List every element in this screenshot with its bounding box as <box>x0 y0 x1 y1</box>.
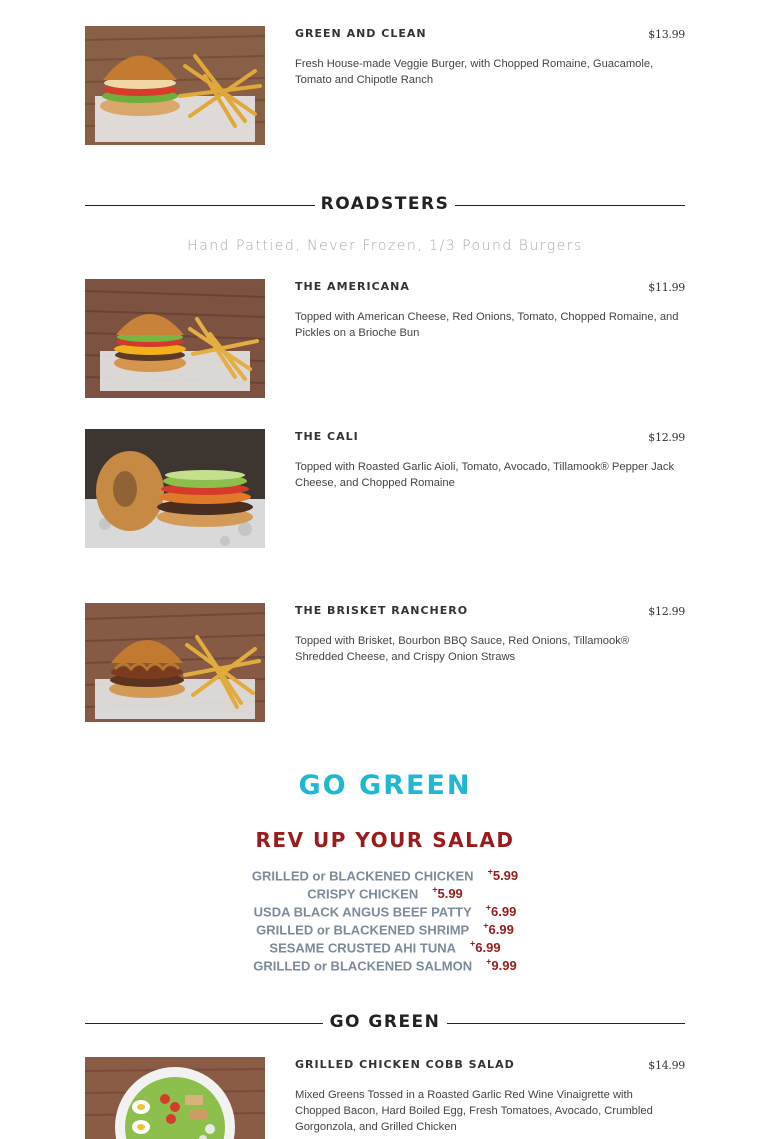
salad-addon <box>0 881 770 902</box>
menu-item-image[interactable] <box>85 1057 265 1139</box>
section-subtitle: Hand Pattied, Never Frozen, 1/3 Pound Burgers <box>187 238 583 254</box>
menu-item-name: GRILLED CHICKEN COBB SALAD <box>295 1058 515 1071</box>
rev-up-title: REV UP YOUR SALAD <box>255 828 515 852</box>
avocado-burger-photo <box>85 429 265 548</box>
brisket-burger-fries-photo <box>85 603 265 722</box>
section-title: GO GREEN <box>329 1012 441 1032</box>
addon-label: GRILLED or BLACKENED CHICKEN <box>251 868 474 884</box>
addon-label: USDA BLACK ANGUS BEEF PATTY <box>253 904 472 920</box>
addon-price: +9.99 <box>486 957 517 974</box>
menu-item-image[interactable] <box>85 603 265 722</box>
menu-item-description: Topped with Roasted Garlic Aioli, Tomato, Avocado, Tillamook® Pepper Jack Cheese, and Chopped Romaine <box>295 461 675 489</box>
cropped-previous-content <box>85 0 265 2</box>
menu-item-image[interactable] <box>85 26 265 145</box>
cheeseburger-fries-photo <box>85 279 265 398</box>
cobb-salad-photo <box>85 1057 265 1139</box>
menu-item-description: Fresh House-made Veggie Burger, with Chopped Romaine, Guacamole, Tomato and Chipotle Ranch <box>295 58 654 86</box>
veggie-burger-fries-photo <box>85 26 265 145</box>
menu-item-price: $12.99 <box>648 605 685 618</box>
addon-label: CRISPY CHICKEN <box>307 886 419 902</box>
addon-label: GRILLED or BLACKENED SALMON <box>253 958 473 974</box>
menu-item-description: Topped with American Cheese, Red Onions, Tomato, Chopped Romaine, and Pickles on a Brioche Bun <box>295 311 679 339</box>
menu-item-name: THE AMERICANA <box>295 280 410 293</box>
addon-price: +6.99 <box>470 939 501 956</box>
menu-item-price: $12.99 <box>648 431 685 444</box>
section-header-roadsters <box>85 194 685 218</box>
menu-item-name: THE CALI <box>295 430 359 443</box>
addon-label: GRILLED or BLACKENED SHRIMP <box>256 922 470 938</box>
addon-price: +6.99 <box>485 903 517 920</box>
menu-item-name: GREEN AND CLEAN <box>295 27 427 40</box>
go-green-banner: GO GREEN <box>298 770 472 801</box>
salad-addon <box>0 899 770 920</box>
salad-addon <box>0 935 770 956</box>
menu-item-name: THE BRISKET RANCHERO <box>295 604 469 617</box>
addon-price: +5.99 <box>487 867 519 884</box>
section-title: ROADSTERS <box>320 194 450 214</box>
addon-label: SESAME CRUSTED AHI TUNA <box>269 940 456 956</box>
section-header-go-green <box>85 1012 685 1036</box>
menu-item-price: $13.99 <box>648 28 685 41</box>
menu-item-price: $11.99 <box>648 281 685 294</box>
addon-price: +5.99 <box>432 885 463 902</box>
salad-addon <box>0 953 770 974</box>
salad-addon <box>0 863 770 884</box>
salad-addon <box>0 917 770 938</box>
menu-item-image[interactable] <box>85 429 265 548</box>
menu-item-image[interactable] <box>85 279 265 398</box>
addon-price: +6.99 <box>483 921 514 938</box>
menu-item-price: $14.99 <box>648 1059 685 1072</box>
menu-item-description: Mixed Greens Tossed in a Roasted Garlic Red Wine Vinaigrette with Chopped Bacon, Hard Boiled Egg, Fresh Tomatoes, Avocado, Crumbled Gorgonzola, and Grilled Chicken <box>295 1089 653 1133</box>
menu-item-description: Topped with Brisket, Bourbon BBQ Sauce, Red Onions, Tillamook® Shredded Cheese, and Crispy Onion Straws <box>295 635 630 663</box>
